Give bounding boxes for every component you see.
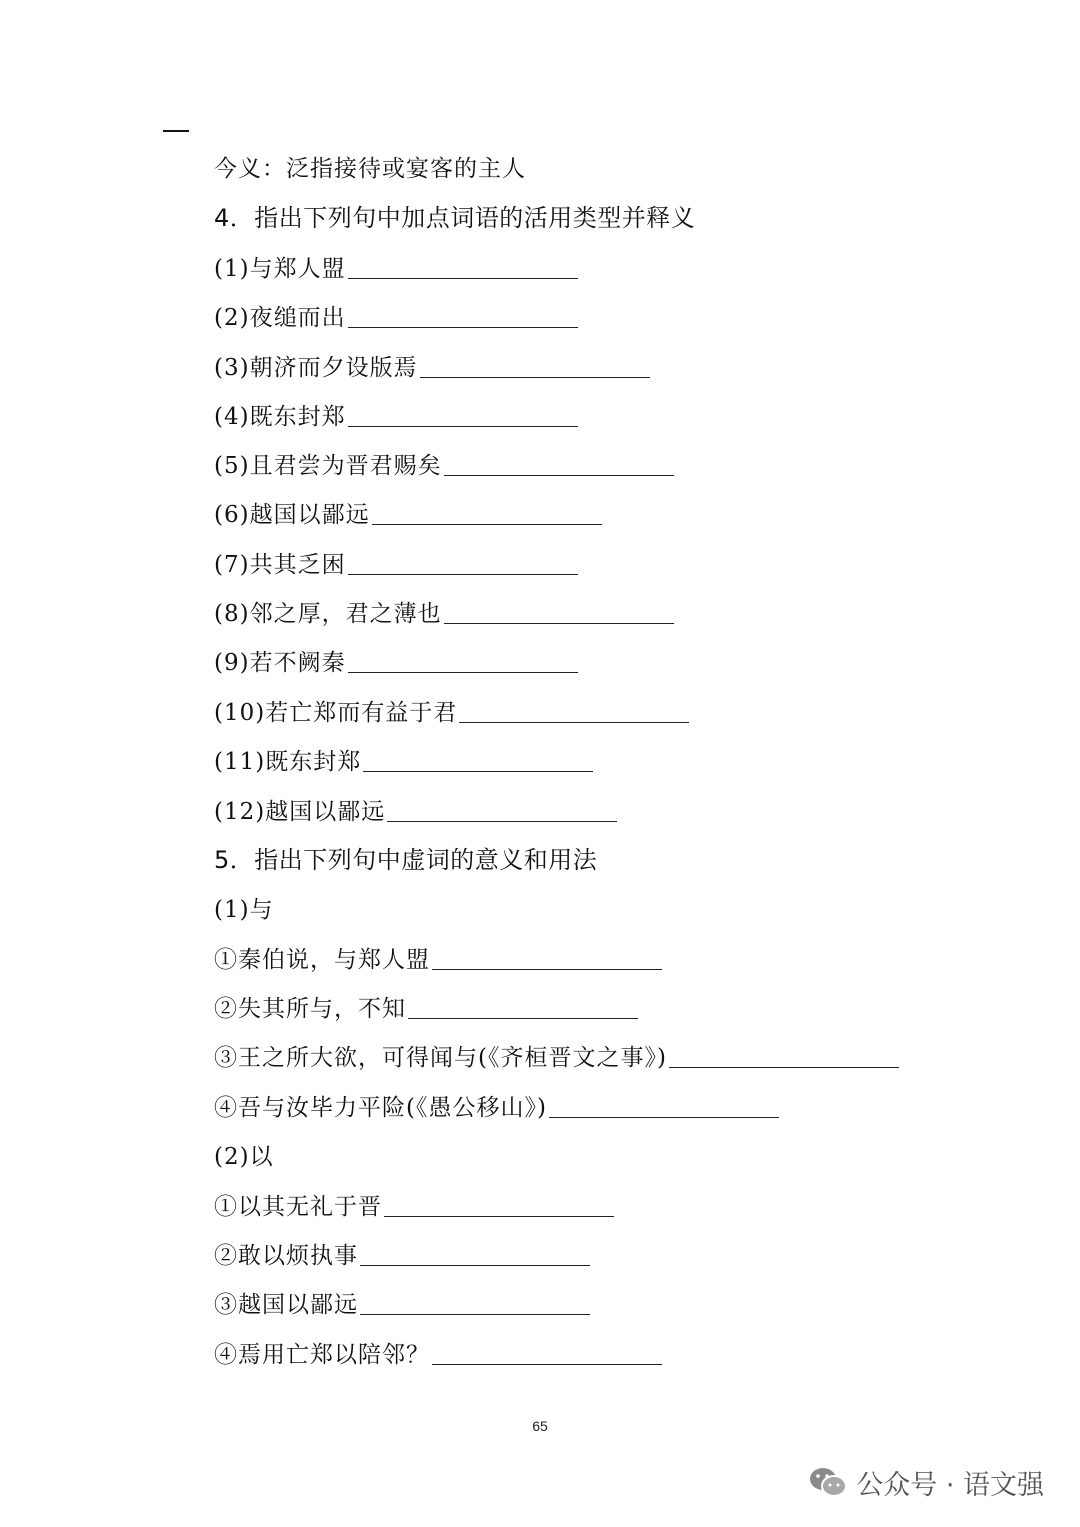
exercise-line [214,489,602,529]
exercise-line [214,637,578,677]
line-text: (1)与 [214,897,274,923]
line-text: (2)以 [214,1144,274,1170]
answer-blank[interactable] [459,722,689,723]
answer-blank[interactable] [444,623,674,624]
exercise-line [214,983,638,1023]
line-text: ③王之所大欲，可得闻与(《齐桓晋文之事》) [214,1045,667,1071]
line-text: (5)且君尝为晋君赐矣 [214,453,442,479]
line-text: ①以其无礼于晋 [214,1194,382,1220]
answer-blank[interactable] [408,1018,638,1019]
exercise-line [214,243,578,283]
answer-blank[interactable] [387,821,617,822]
line-text: (12)越国以鄙远 [214,799,386,825]
answer-blank[interactable] [549,1117,779,1118]
answer-blank[interactable] [432,969,662,970]
exercise-line [214,143,526,183]
line-text: 5．指出下列句中虚词的意义和用法 [214,846,598,874]
exercise-line [214,736,593,776]
line-text: (10)若亡郑而有益于君 [214,700,458,726]
line-text: ③越国以鄙远 [214,1292,358,1318]
line-text: ②敢以烦执事 [214,1243,358,1269]
line-text: 今义：泛指接待或宴客的主人 [214,156,526,182]
line-text: ①秦伯说，与郑人盟 [214,947,430,973]
answer-blank[interactable] [432,1364,662,1365]
exercise-line [214,1131,274,1171]
answer-blank[interactable] [420,377,650,378]
answer-blank[interactable] [363,771,593,772]
exercise-line [214,1181,614,1221]
line-text: 4．指出下列句中加点词语的活用类型并释义 [214,204,696,232]
exercise-line [214,292,578,332]
exercise-line [214,1279,590,1319]
exercise-line [214,539,578,579]
watermark-text: 公众号 · 语文强 [856,1469,1044,1501]
line-text: (3)朝济而夕设版焉 [214,355,418,381]
line-text: ④焉用亡郑以陪邻？ [214,1342,430,1368]
answer-blank[interactable] [360,1314,590,1315]
line-text: ②失其所与，不知 [214,996,406,1022]
answer-blank[interactable] [348,672,578,673]
exercise-line [214,391,578,431]
top-dash [163,130,189,132]
exercise-line [214,1329,662,1369]
exercise-line [214,1032,899,1072]
answer-blank[interactable] [384,1216,614,1217]
section-heading [214,835,597,875]
answer-blank[interactable] [348,426,578,427]
exercise-line [214,786,617,826]
answer-blank[interactable] [444,475,674,476]
exercise-line [214,687,689,727]
page-number: 65 [532,1418,548,1434]
answer-blank[interactable] [669,1067,899,1068]
line-text: (8)邻之厚，君之薄也 [214,601,442,627]
exercise-line [214,588,674,628]
section-heading [214,193,695,233]
exercise-line [214,934,662,974]
answer-blank[interactable] [348,327,578,328]
line-text: ④吾与汝毕力平险(《愚公移山》) [214,1095,547,1121]
line-text: (11)既东封郑 [214,749,362,775]
watermark [808,1462,1044,1502]
line-text: (6)越国以鄙远 [214,502,370,528]
exercise-line [214,440,674,480]
answer-blank[interactable] [360,1265,590,1266]
line-text: (9)若不阙秦 [214,650,346,676]
line-text: (1)与郑人盟 [214,256,346,282]
exercise-line [214,1082,779,1122]
exercise-line [214,1230,590,1270]
line-text: (7)共其乏困 [214,552,346,578]
answer-blank[interactable] [372,524,602,525]
line-text: (4)既东封郑 [214,404,346,430]
line-text: (2)夜缒而出 [214,305,346,331]
answer-blank[interactable] [348,278,578,279]
wechat-icon [808,1466,848,1498]
answer-blank[interactable] [348,574,578,575]
exercise-line [214,884,274,924]
exercise-line [214,342,650,382]
